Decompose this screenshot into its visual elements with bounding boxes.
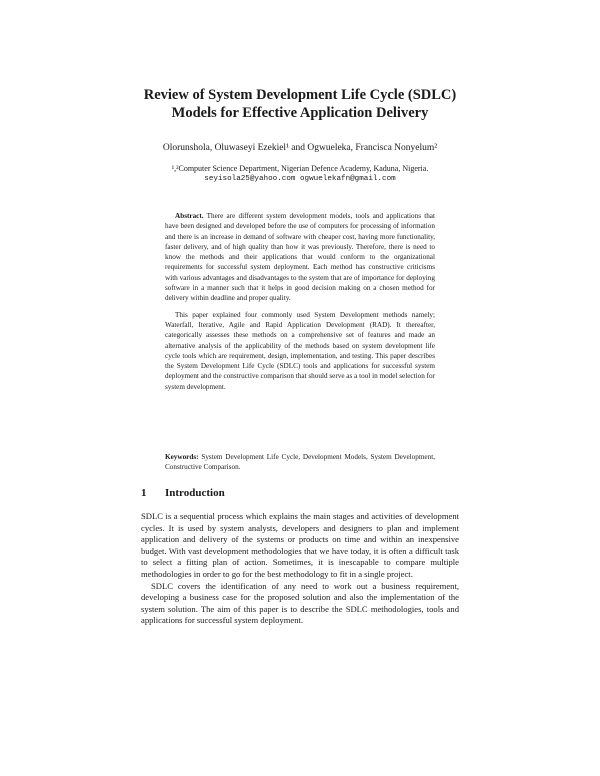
affiliation: ¹,²Computer Science Department, Nigerian Defence Academy, Kaduna, Nigeria. xyxy=(171,164,429,173)
abstract-text-1: There are different system development models, tools and applications that have been designed and developed before the use of computers for processing of information and there is an increase in demand of software with cheaper cost, having more functionality, faster delivery, and of high quality than how it was previously. Therefore, there is need to know the methods and their applications that would conform to the organizational requirements for successful system deployment. Each method has constructive criticisms with various advantages and disadvantages to the system that are of importance for deploying software in a manner such that it helps in good decision making on a chosen method for delivery within deadline and proper quality. xyxy=(165,212,435,303)
abstract-paragraph-2: This paper explained four commonly used System Development methods namely; Waterfall, Iterative, Agile and Rapid Application Development (RAD). It thereafter, categorically assesses these methods on a comprehensive set of features and made an alternative analysis of the applicability of the methods based on system development life cycle tools which are requirement, design, implementation, and testing. This paper describes the System Development Life Cycle (SDLC) tools and applications for successful system deployment and the constructive comparison that should serve as a tool in model selection for system development. xyxy=(165,310,435,391)
title-line-2: Models for Effective Application Delivery xyxy=(171,105,429,121)
section-heading-introduction xyxy=(141,487,225,499)
intro-paragraph-2: SDLC covers the identification of any need to work out a business requirement, developing a business case for the proposed solution and also the implementation of the system solution. The aim of this paper is to describe the SDLC methodologies, tools and applications for successful system deployment. xyxy=(141,580,459,626)
keywords-text: System Development Life Cycle, Development Models, System Development, Constructive Comparison. xyxy=(165,453,436,472)
paper-title xyxy=(100,86,500,122)
keywords-label: Keywords: xyxy=(165,453,199,461)
abstract-paragraph-1 xyxy=(165,211,435,304)
section-number: 1 xyxy=(141,487,147,499)
author-emails: seyisola25@yahoo.com ogwuelekafn@gmail.com xyxy=(204,175,396,183)
intro-paragraph-1: SDLC is a sequential process which explains the main stages and activities of development cycles. It is used by system analysts, developers and designers to plan and implement application and delivery of the systems or products on time and within an inexpensive budget. With vast development methodologies that we have today, it is often a difficult task to select a fitting plan of action. Sometimes, it is inescapable to compare multiple methodologies in order to go for the best methodology to fit in a single project. xyxy=(141,511,459,579)
section-title: Introduction xyxy=(165,487,225,499)
introduction-body xyxy=(141,511,459,627)
abstract-label: Abstract. xyxy=(175,212,204,220)
authors: Olorunshola, Oluwaseyi Ezekiel¹ and Ogwueleka, Francisca Nonyelum² xyxy=(162,143,438,153)
title-line-1: Review of System Development Life Cycle (SDLC) xyxy=(143,87,457,103)
abstract xyxy=(165,211,435,392)
keywords xyxy=(165,452,435,473)
